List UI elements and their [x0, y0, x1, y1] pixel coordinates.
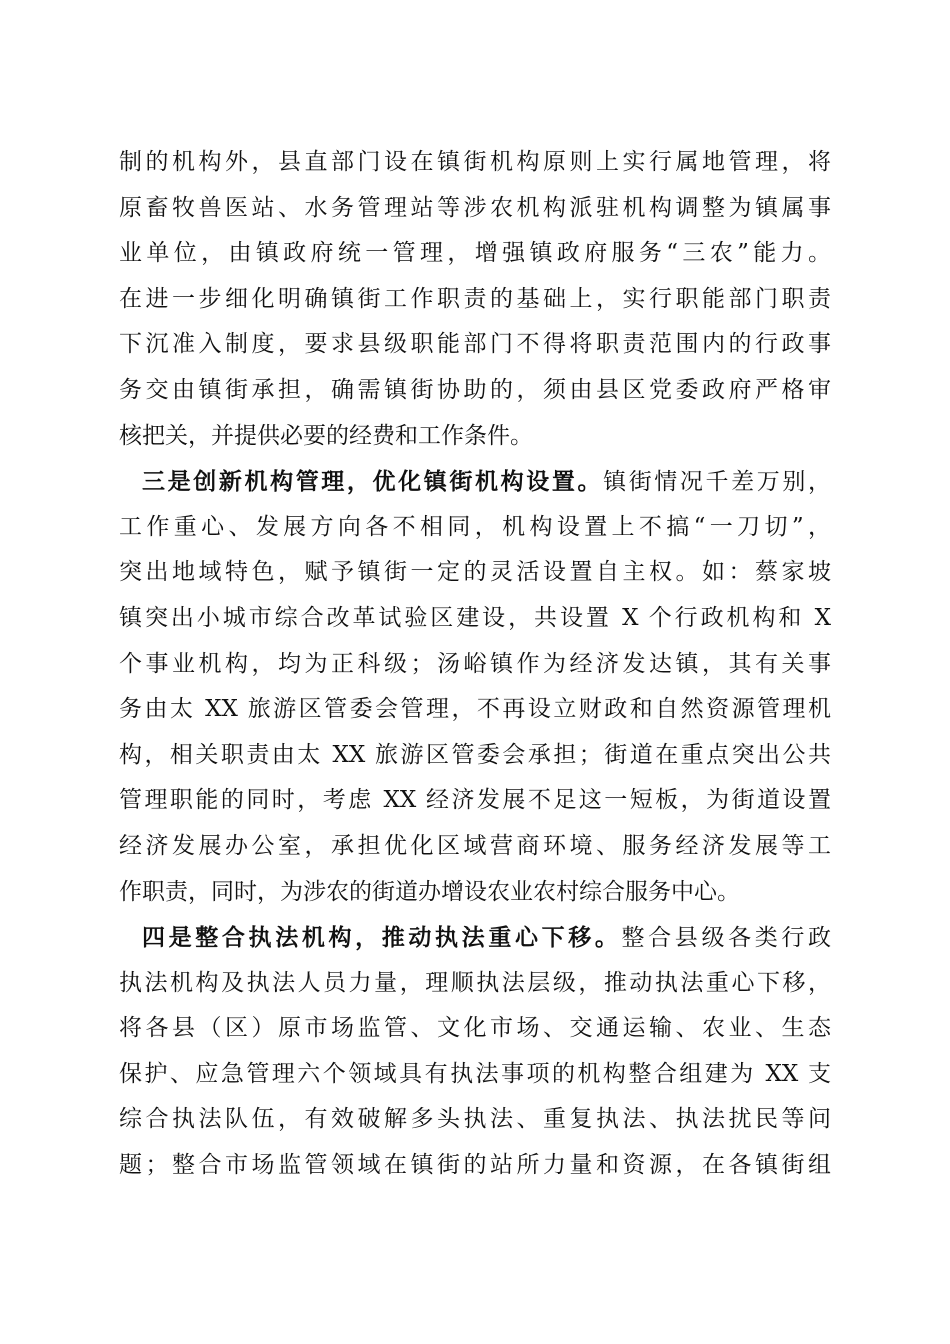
- text-line: 工作重心、发展方向各不相同，机构设置上不搞“一刀切”，: [119, 513, 831, 540]
- text-line: [119, 459, 831, 505]
- text-line: 将各县（区）原市场监管、文化市场、交通运输、农业、生态: [119, 1015, 831, 1042]
- text-line: 保护、应急管理六个领域具有执法事项的机构整合组建为 XX 支: [119, 1060, 831, 1087]
- text-line: 在进一步细化明确镇街工作职责的基础上，实行职能部门职责: [119, 285, 831, 312]
- paragraph-1: [119, 140, 831, 459]
- text-line: 突出地域特色，赋予镇街一定的灵活设置自主权。如：蔡家坡: [119, 559, 831, 586]
- text-line: 个事业机构，均为正科级；汤峪镇作为经济发达镇，其有关事: [119, 650, 831, 677]
- text-line: 综合执法队伍，有效破解多头执法、重复执法、执法扰民等问: [119, 1106, 831, 1133]
- text-line: [119, 915, 831, 961]
- text-line: 制的机构外，县直部门设在镇街机构原则上实行属地管理，将: [119, 149, 831, 175]
- body-text: [119, 140, 831, 1189]
- paragraph-lead: 四是整合执法机构，推动执法重心下移。: [142, 924, 622, 952]
- text-line: 镇突出小城市综合改革试验区建设，共设置 X 个行政机构和 X: [119, 604, 831, 631]
- text-line: 下沉准入制度，要求县级职能部门不得将职责范围内的行政事: [119, 331, 831, 358]
- text-line: 务交由镇街承担，确需镇街协助的，须由县区党委政府严格审: [119, 376, 831, 403]
- text-line: 务由太 XX 旅游区管委会管理，不再设立财政和自然资源管理机: [119, 696, 831, 723]
- text-line: 经济发展办公室，承担优化区域营商环境、服务经济发展等工: [119, 832, 831, 859]
- paragraph-first-rest: 镇街情况千差万别，: [603, 469, 832, 496]
- text-line: 题；整合市场监管领域在镇街的站所力量和资源，在各镇街组: [119, 1152, 831, 1179]
- text-line: 作职责，同时，为涉农的街道办增设农业农村综合服务中心。: [119, 878, 740, 905]
- text-line: 业单位，由镇政府统一管理，增强镇政府服务“三农”能力。: [119, 240, 831, 267]
- text-line: 构，相关职责由太 XX 旅游区管委会承担；街道在重点突出公共: [119, 741, 831, 768]
- text-line: 核把关，并提供必要的经费和工作条件。: [119, 422, 533, 449]
- paragraph-2: [119, 459, 831, 915]
- paragraph-3: [119, 915, 831, 1189]
- paragraph-first-rest: 整合县级各类行政: [621, 925, 832, 952]
- text-line: 原畜牧兽医站、水务管理站等涉农机构派驻机构调整为镇属事: [119, 194, 831, 221]
- paragraph-lead: 三是创新机构管理，优化镇街机构设置。: [142, 468, 604, 496]
- text-line: 执法机构及执法人员力量，理顺执法层级，推动执法重心下移，: [119, 969, 831, 996]
- text-line: 管理职能的同时，考虑 XX 经济发展不足这一短板，为街道设置: [119, 787, 831, 814]
